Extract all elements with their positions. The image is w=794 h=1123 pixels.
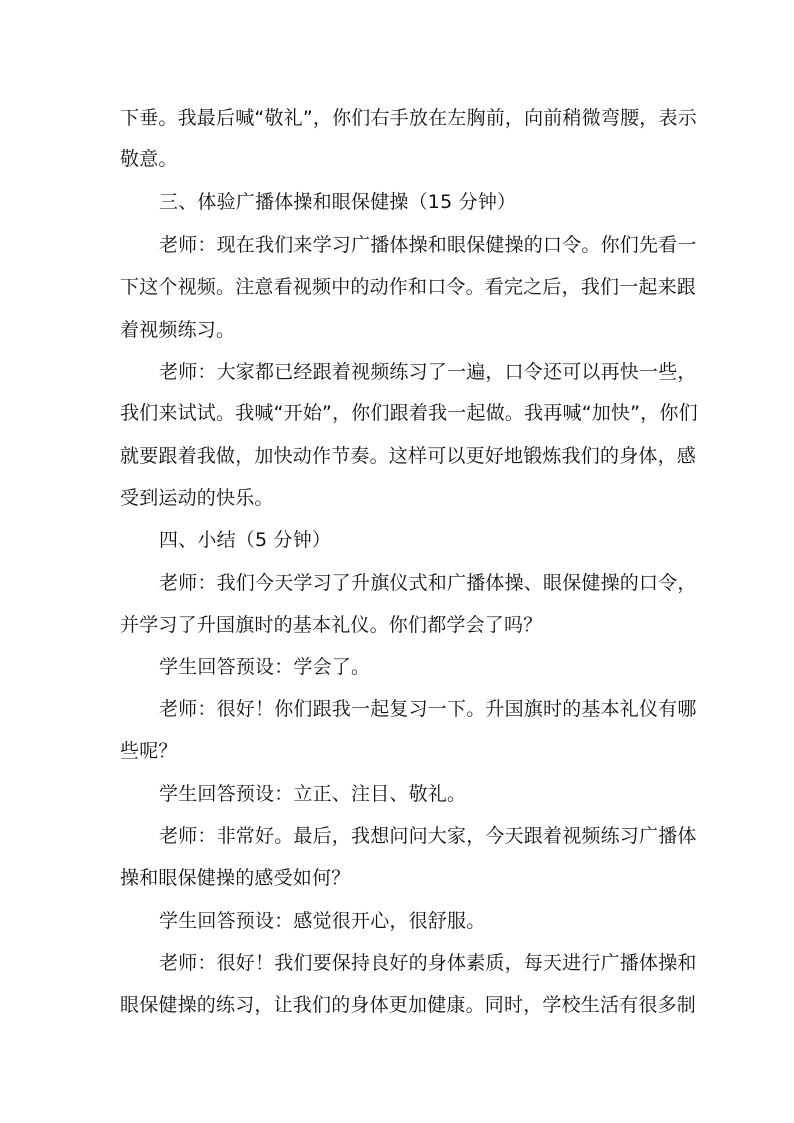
text-line: 学生回答预设：感觉很开心，很舒服。 (159, 910, 486, 932)
text-line: 下这个视频。注意看视频中的动作和口令。看完之后，我们一起来跟 (120, 276, 697, 298)
text-line: 老师：我们今天学习了升旗仪式和广播体操、眼保健操的口令， (159, 572, 697, 594)
text-line: 着视频练习。 (120, 319, 236, 341)
text-line: 些呢？ (120, 740, 178, 762)
text-line: 就要跟着我做，加快动作节奏。这样可以更好地锻炼我们的身体，感 (120, 445, 697, 467)
text-line: 眼保健操的练习，让我们的身体更加健康。同时，学校生活有很多制 (120, 994, 697, 1016)
text-line: 老师：非常好。最后，我想问问大家，今天跟着视频练习广播体 (159, 825, 697, 847)
section-heading: 三、体验广播体操和眼保健操（15 分钟） (159, 191, 517, 213)
text-line: 下垂。我最后喊“敬礼”，你们右手放在左胸前，向前稍微弯腰，表示 (120, 107, 697, 129)
text-line: 学生回答预设：学会了。 (159, 656, 371, 678)
text-line: 老师：大家都已经跟着视频练习了一遍，口令还可以再快一些， (159, 361, 697, 383)
text-line: 敬意。 (120, 148, 178, 170)
text-line: 老师：现在我们来学习广播体操和眼保健操的口令。你们先看一 (159, 234, 697, 256)
text-line: 老师：很好！我们要保持良好的身体素质，每天进行广播体操和 (159, 952, 697, 974)
section-heading: 四、小结（5 分钟） (159, 529, 332, 551)
text-line: 我们来试试。我喊“开始”，你们跟着我一起做。我再喊“加快”，你们 (120, 402, 698, 424)
text-line: 学生回答预设：立正、注目、敬礼。 (159, 783, 467, 805)
text-line: 操和眼保健操的感受如何？ (120, 867, 351, 889)
text-line: 并学习了升国旗时的基本礼仪。你们都学会了吗？ (120, 614, 543, 636)
text-line: 老师：很好！你们跟我一起复习一下。升国旗时的基本礼仪有哪 (159, 698, 697, 720)
text-line: 受到运动的快乐。 (120, 487, 274, 509)
